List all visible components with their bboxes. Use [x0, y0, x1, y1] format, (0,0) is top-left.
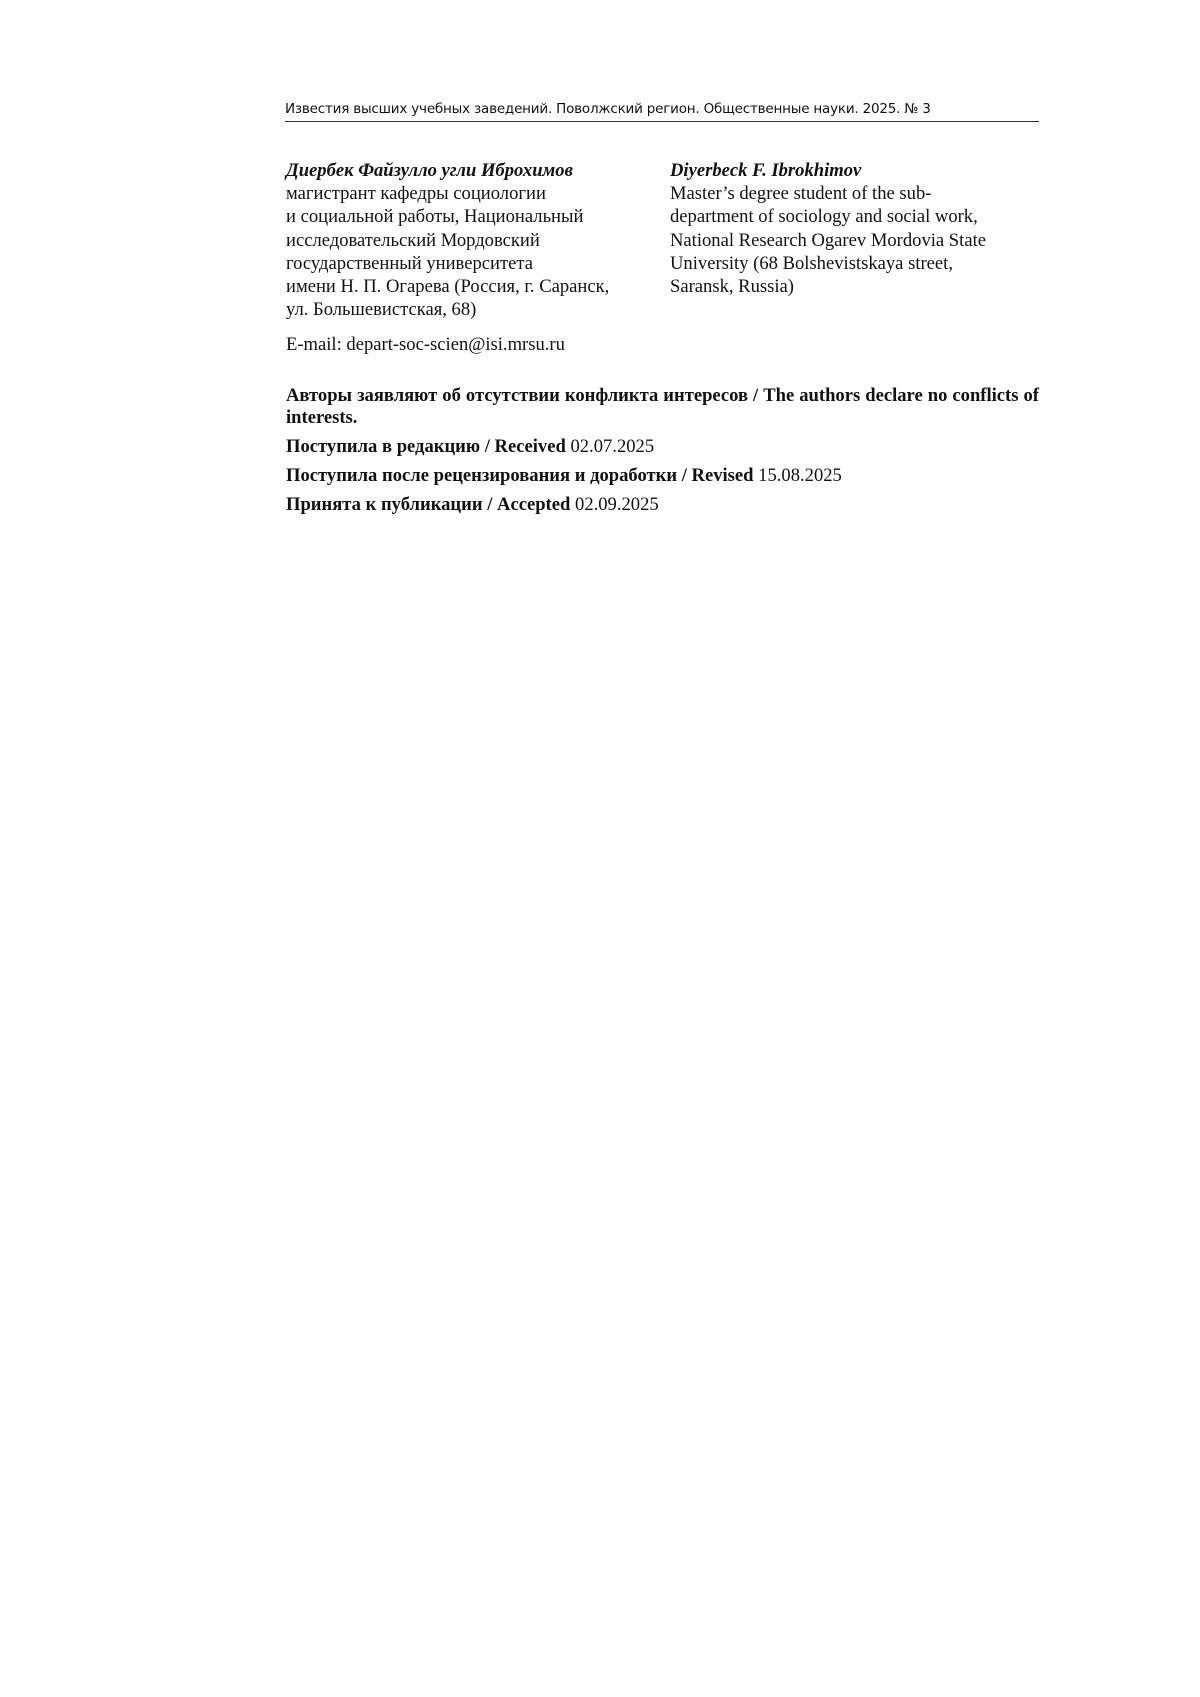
affiliation-line-ru: исследовательский Мордовский	[286, 229, 540, 251]
affiliation-line-en: Master’s degree student of the sub-	[670, 183, 932, 205]
received-date: 02.07.2025	[570, 436, 655, 457]
conflict-of-interest-statement: Авторы заявляют об отсутствии конфликта интересов / The authors declare no conflicts of interests.	[286, 385, 1039, 428]
revised-date: 15.08.2025	[758, 465, 842, 486]
affiliation-line-ru: имени Н. П. Огарева (Россия, г. Саранск,	[286, 276, 610, 298]
revised-label: Поступила после рецензирования и доработки / Revised	[286, 465, 754, 486]
running-header: Известия высших учебных заведений. Поволжский регион. Общественные науки. 2025. № 3	[285, 101, 1039, 122]
accepted-label: Принята к публикации / Accepted	[286, 494, 571, 515]
affiliation-line-ru: магистрант кафедры социологии	[286, 183, 546, 205]
affiliation-line-en: Saransk, Russia)	[670, 276, 794, 298]
affiliation-line-ru: государственный университета	[286, 252, 533, 274]
revised-row	[286, 465, 1039, 487]
article-declarations	[286, 385, 1039, 523]
author-email: E-mail: depart-soc-scien@isi.mrsu.ru	[286, 334, 565, 356]
author-info-en	[670, 159, 1040, 298]
affiliation-line-ru: и социальной работы, Национальный	[286, 206, 584, 228]
affiliation-line-ru: ул. Большевистская, 68)	[286, 299, 477, 321]
author-info-ru	[286, 159, 666, 357]
affiliation-line-en: department of sociology and social work,	[670, 206, 978, 228]
affiliation-line-en: University (68 Bolshevistskaya street,	[670, 252, 953, 274]
author-name-ru: Диербек Файзулло угли Иброхимов	[286, 160, 573, 181]
affiliation-line-en: National Research Ogarev Mordovia State	[670, 229, 986, 251]
received-row	[286, 436, 1039, 458]
received-label: Поступила в редакцию / Received	[286, 436, 566, 457]
accepted-date: 02.09.2025	[575, 494, 659, 515]
author-name-en: Diyerbeck F. Ibrokhimov	[670, 160, 862, 181]
accepted-row	[286, 494, 1039, 516]
